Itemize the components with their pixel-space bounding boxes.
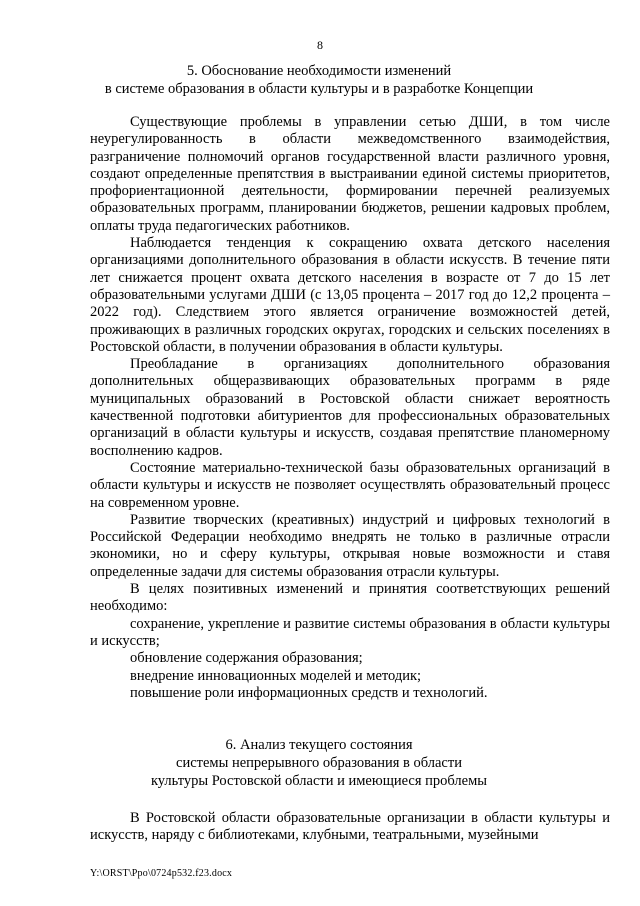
- section-6-title-line: культуры Ростовской области и имеющиеся проблемы: [150, 773, 488, 789]
- paragraph: Состояние материально-технической базы образовательных организаций в области культуры и искусств не позволяет осуществлять образовательный процесс на современном уровне.: [90, 459, 610, 511]
- section-5-heading: [90, 62, 548, 98]
- list-item: обновление содержания образования;: [130, 650, 363, 667]
- section-5-title-line: в системе образования в области культуры и в разработке Концепции: [104, 81, 534, 97]
- list-item: повышение роли информационных средств и технологий.: [130, 684, 488, 701]
- paragraph: Существующие проблемы в управлении сетью ДШИ, в том числе неурегулированность в области межведомственного взаимодействия, разграничение полномочий органов государственной власти различного уровня, создают определенные препятствия в выстраивании единой системы приоритетов, профориентационной деятельности, формировании перечней реализуемых образовательных программ, планировании бюджетов, решении кадровых проблем, оплаты труда педагогических работников.: [90, 114, 610, 234]
- section-5-body: [90, 114, 610, 702]
- section-6-title-line: системы непрерывного образования в области: [176, 755, 462, 771]
- file-path-footer: Y:\ORST\Ppo\0724p532.f23.docx: [90, 868, 233, 879]
- section-5-title-line: 5. Обоснование необходимости изменений: [186, 63, 452, 79]
- section-6-title-line: 6. Анализ текущего состояния: [225, 737, 413, 753]
- section-6-body: [90, 810, 610, 845]
- paragraph: Развитие творческих (креативных) индустрий и цифровых технологий в Российской Федерации необходимо внедрять не только в различные отрасли экономики, но и сферу культуры, открывая новые возможности и ставя определенные задачи для системы образования отрасли культуры.: [90, 511, 610, 580]
- section-6-heading: [90, 736, 548, 790]
- paragraph: В целях позитивных изменений и принятия соответствующих решений необходимо:: [90, 581, 610, 615]
- list-item: сохранение, укрепление и развитие системы образования в области культуры и искусств;: [90, 615, 610, 649]
- paragraph: Преобладание в организациях дополнительного образования дополнительных общеразвивающих образовательных программ в ряде муниципальных образований в Ростовской области снижает вероятность качественной подготовки абитуриентов для профессиональных образовательных организаций в области культуры и искусств, создавая препятствие планомерному восполнению кадров.: [90, 356, 610, 459]
- list-item: внедрение инновационных моделей и методик;: [130, 667, 422, 684]
- paragraph: В Ростовской области образовательные организации в области культуры и искусств, наряду с библиотеками, клубными, театральными, музейными: [90, 810, 610, 844]
- page-number: 8: [317, 38, 323, 52]
- paragraph: Наблюдается тенденция к сокращению охвата детского населения организациями дополнительного образования в области искусств. В течение пяти лет снижается процент охвата детского населения в возрасте от 7 до 15 лет образовательными услугами ДШИ (с 13,05 процента – 2017 год до 12,2 процента – 2022 год). Следствием этого является ограничение возможностей детей, проживающих в различных городских округах, городских и сельских поселениях в Ростовской области, в получении образования в области культуры.: [90, 235, 610, 355]
